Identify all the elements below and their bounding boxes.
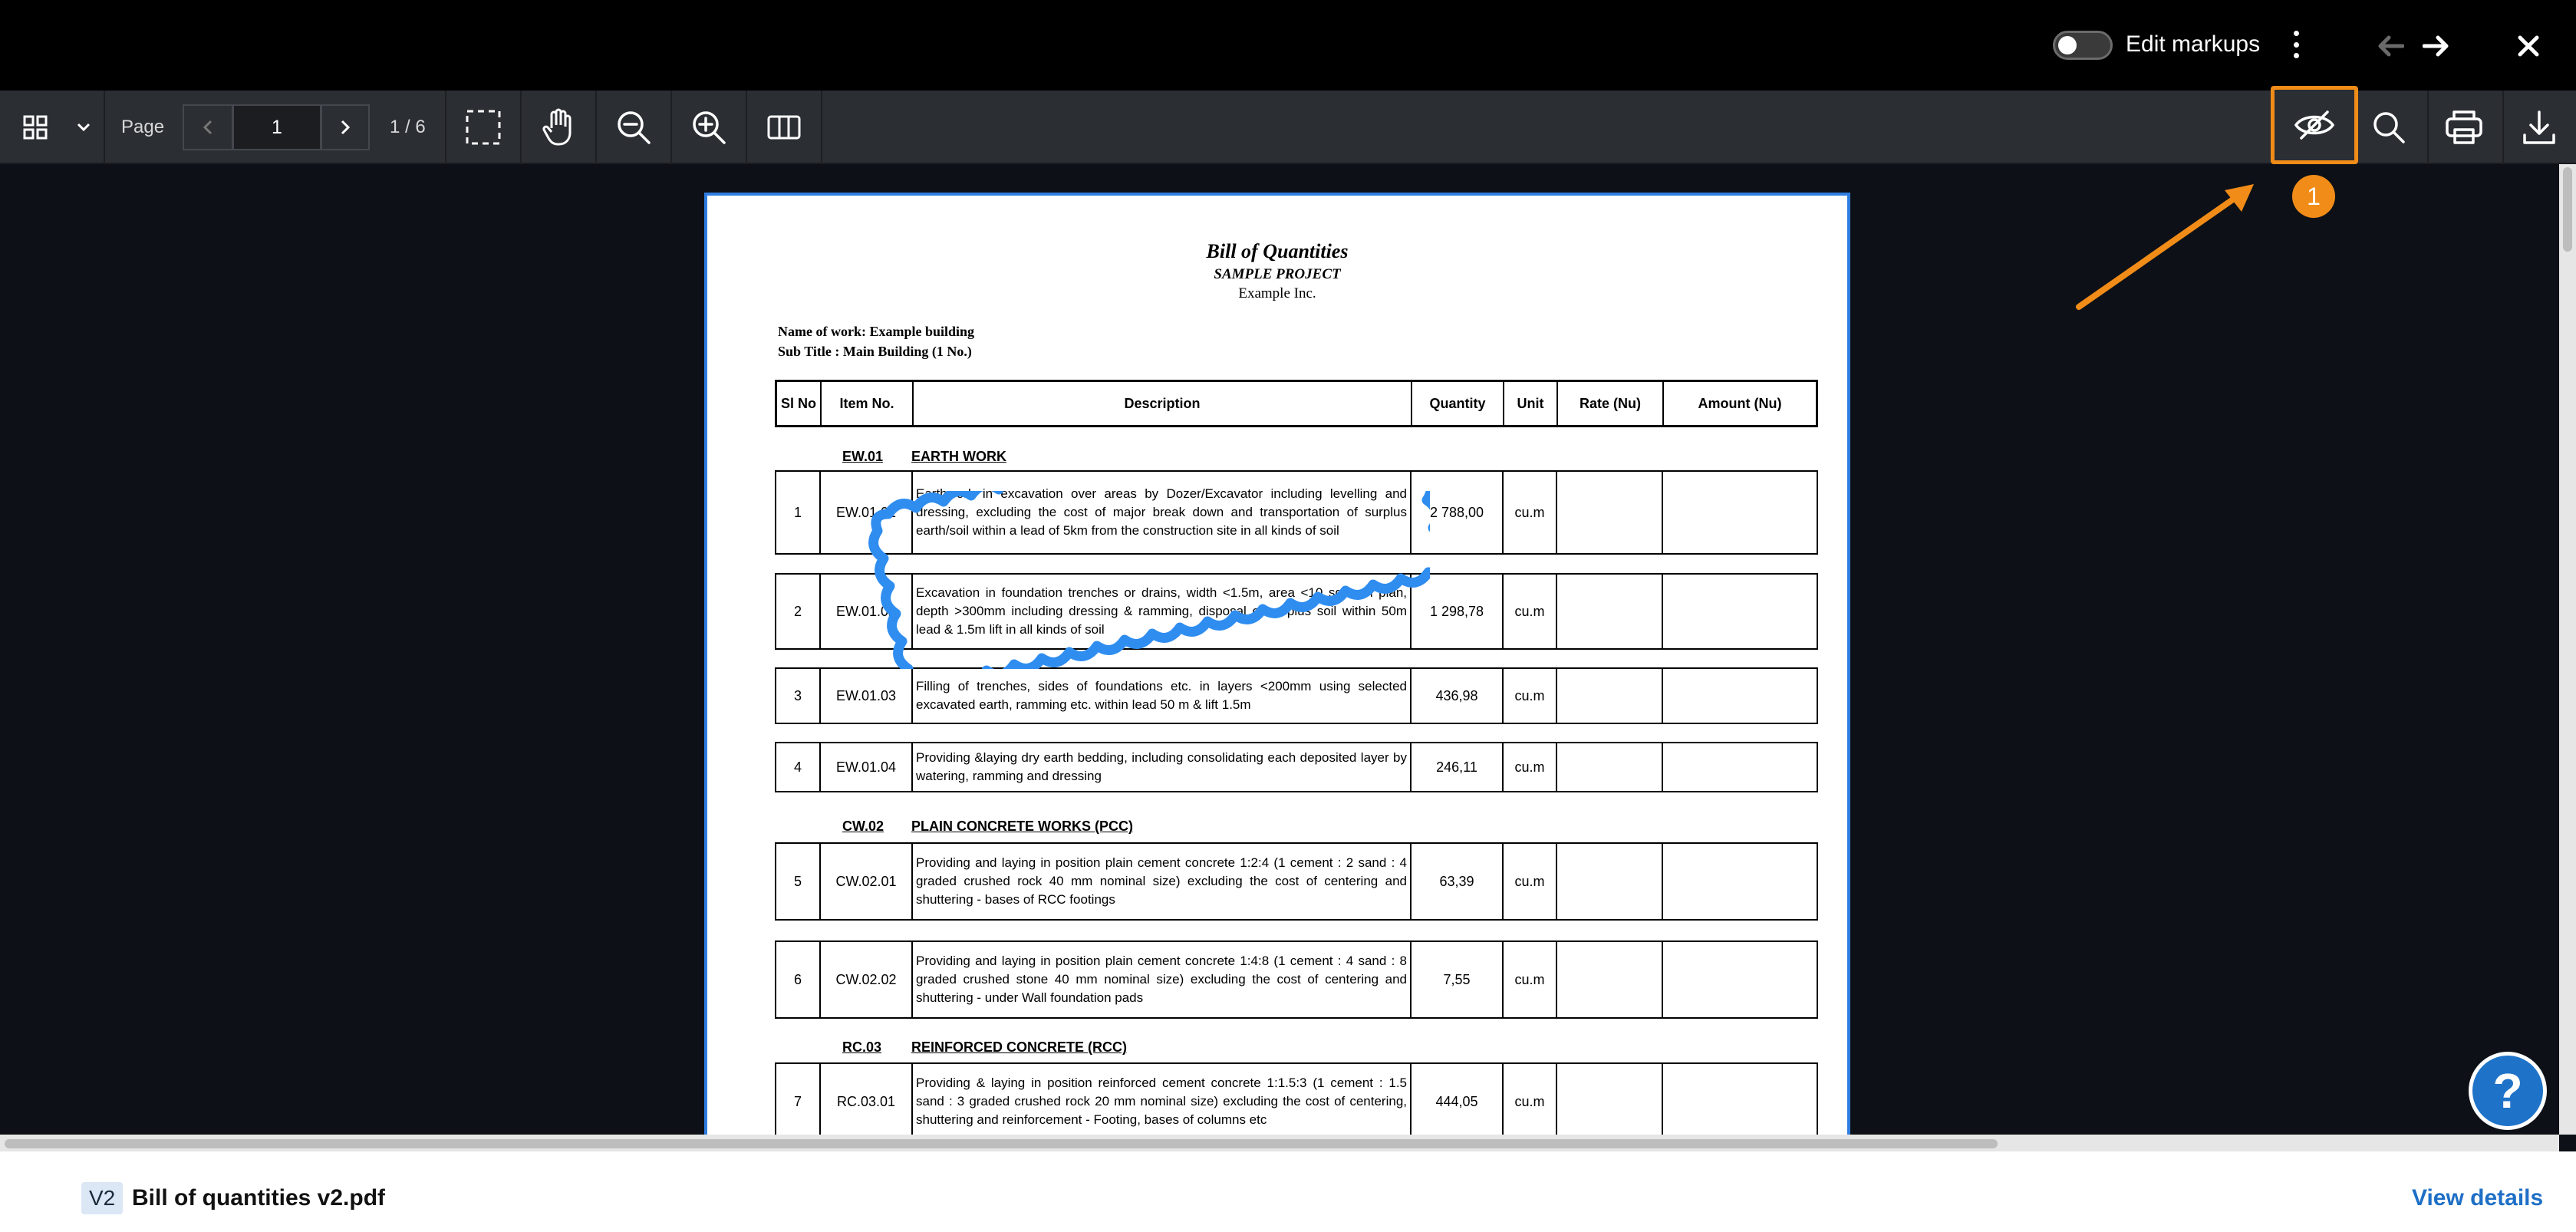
top-bar bbox=[0, 0, 2576, 91]
table-header bbox=[775, 380, 1818, 427]
table-row: 5 CW.02.01 Providing and laying in position plain cement concrete 1:2:4 (1 cement : 2 sand : 4 graded crushed rock 40 mm nominal size) excluding the cost of centering and shuttering - bases of RCC footings 63,39 cu.m bbox=[775, 842, 1818, 921]
name-of-work: Name of work: Example building bbox=[778, 324, 975, 339]
vertical-scrollbar[interactable] bbox=[2559, 164, 2576, 1135]
col-header: Unit bbox=[1503, 382, 1556, 425]
chevron-down-icon[interactable] bbox=[71, 91, 97, 164]
close-icon[interactable] bbox=[2505, 23, 2551, 69]
table-row: 6 CW.02.02 Providing and laying in position plain cement concrete 1:4:8 (1 cement : 4 sand : 8 graded crushed stone 40 mm nominal size) excluding the cost of centering and shuttering - under Wall foundation pads 7,55 cu.m bbox=[775, 940, 1818, 1019]
file-footer bbox=[0, 1151, 2576, 1232]
pan-hand-icon[interactable] bbox=[522, 91, 595, 164]
edit-markups-label: Edit markups bbox=[2126, 31, 2261, 57]
marquee-select-icon[interactable] bbox=[446, 91, 520, 164]
viewer-toolbar bbox=[0, 91, 2576, 164]
col-header: Description bbox=[912, 382, 1411, 425]
scroll-thumb[interactable] bbox=[2563, 167, 2572, 252]
annotation-arrow bbox=[2071, 176, 2271, 315]
scroll-thumb[interactable] bbox=[5, 1139, 1998, 1148]
file-name: Bill of quantities v2.pdf bbox=[132, 1185, 386, 1211]
cloud-markup[interactable] bbox=[865, 491, 1430, 669]
table-row: 2 EW.01.02 Excavation in foundation trenches or drains, width <1.5m, area <10 sq.m in plan, depth >300mm including dressing & ramming, disposal of surplus soil within 50m lead & 1.5m lift in all kinds of soil 1 298,78 cu.m bbox=[775, 573, 1818, 650]
sub-title: Sub Title : Main Building (1 No.) bbox=[778, 344, 972, 359]
thumbnails-grid-icon[interactable] bbox=[14, 91, 57, 164]
step-badge: 1 bbox=[2292, 175, 2335, 218]
section-code: EW.01 bbox=[842, 449, 884, 464]
section-name: EARTH WORK bbox=[911, 449, 1006, 464]
col-header: Quantity bbox=[1411, 382, 1503, 425]
help-button[interactable]: ? bbox=[2469, 1052, 2547, 1130]
next-page-button[interactable] bbox=[321, 104, 370, 150]
print-icon[interactable] bbox=[2427, 91, 2501, 164]
back-arrow-icon[interactable] bbox=[2367, 23, 2413, 69]
table-row: 3 EW.01.03 Filling of trenches, sides of foundations etc. in layers <200mm using selected excavated earth, ramming etc. within lead 50 m & lift 1.5m 436,98 cu.m bbox=[775, 667, 1818, 724]
hide-markups-button[interactable] bbox=[2271, 86, 2358, 164]
doc-title: Bill of Quantities bbox=[1206, 240, 1349, 262]
horizontal-scrollbar[interactable] bbox=[0, 1135, 2559, 1151]
table-row: 1 EW.01.01 Earthwork in excavation over areas by Dozer/Excavator including levelling and dressing, excluding the cost of major break down and transportation of surplus earth/soil within a lead of 5km from the construction site in all kinds of soil 2 788,00 cu.m bbox=[775, 470, 1818, 555]
zoom-out-icon[interactable] bbox=[597, 91, 670, 164]
col-header: Rate (Nu) bbox=[1556, 382, 1662, 425]
zoom-in-icon[interactable] bbox=[672, 91, 746, 164]
prev-page-button[interactable] bbox=[183, 104, 233, 150]
section-code: CW.02 bbox=[842, 819, 884, 834]
col-header: Item No. bbox=[820, 382, 912, 425]
more-options-icon[interactable] bbox=[2284, 28, 2308, 61]
table-row: 4 EW.01.04 Providing &laying dry earth bedding, including consolidating each deposited layer by watering, ramming and dressing 246,11 cu.m bbox=[775, 742, 1818, 792]
section-code: RC.03 bbox=[842, 1039, 882, 1055]
col-header: Amount (Nu) bbox=[1662, 382, 1816, 425]
page-count: 1 / 6 bbox=[390, 117, 426, 137]
forward-arrow-icon[interactable] bbox=[2413, 23, 2459, 69]
doc-project: SAMPLE PROJECT bbox=[1214, 266, 1341, 282]
view-details-link[interactable]: View details bbox=[2412, 1185, 2544, 1211]
section-name: PLAIN CONCRETE WORKS (PCC) bbox=[911, 819, 1133, 834]
download-icon[interactable] bbox=[2502, 91, 2576, 164]
section-name: REINFORCED CONCRETE (RCC) bbox=[911, 1039, 1127, 1055]
toggle-knob bbox=[2058, 36, 2077, 54]
version-badge: V2 bbox=[81, 1182, 123, 1214]
doc-company: Example Inc. bbox=[1238, 285, 1316, 301]
col-header: Sl No bbox=[780, 395, 816, 411]
page-label: Page bbox=[121, 117, 165, 137]
edit-markups-toggle[interactable] bbox=[2053, 31, 2113, 60]
split-view-icon[interactable] bbox=[747, 91, 821, 164]
search-icon[interactable] bbox=[2352, 91, 2426, 164]
table-row: 7 RC.03.01 Providing & laying in position reinforced cement concrete 1:1.5:3 (1 cement : 1.5 sand : 3 graded crushed rock 20 mm nominal size) excluding the cost of centering, shuttering and reinforcement - Footing, bases of columns etc 444,05 cu.m bbox=[775, 1062, 1818, 1135]
page-number-input[interactable]: 1 bbox=[232, 104, 321, 150]
